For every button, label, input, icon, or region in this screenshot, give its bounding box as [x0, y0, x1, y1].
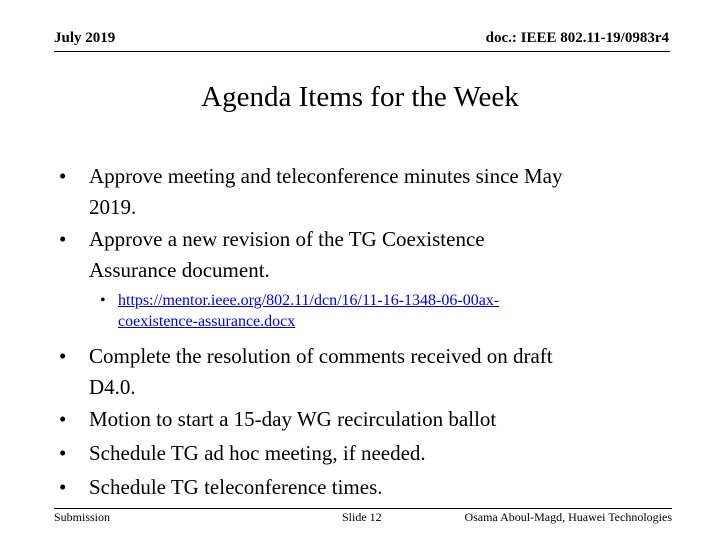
- bullet-text-line: Complete the resolution of comments received on draft: [89, 344, 553, 368]
- header-divider: [54, 51, 670, 52]
- bullet-text-line: Approve meeting and teleconference minutes since May: [89, 164, 563, 188]
- bullet-text-line: Motion to start a 15-day WG recirculation ballot: [89, 407, 497, 431]
- bullet-approve-minutes: [58, 161, 678, 223]
- header-date: July 2019: [54, 30, 116, 46]
- bullet-schedule-teleconference: [58, 472, 678, 503]
- bullet-marker: •: [59, 441, 67, 465]
- link-text-line[interactable]: coexistence-assurance.docx: [118, 313, 296, 330]
- bullet-marker: •: [59, 164, 67, 188]
- bullet-marker: •: [59, 227, 67, 251]
- bullet-marker: •: [59, 344, 67, 368]
- bullet-approve-revision: [58, 224, 678, 286]
- sub-bullet-marker: •: [100, 292, 106, 309]
- sub-bullet-link-item: [100, 290, 620, 332]
- bullet-motion-recirculation: [58, 404, 678, 435]
- link-text-line[interactable]: https://mentor.ieee.org/802.11/dcn/16/11-16-1348-06-00ax-: [118, 292, 500, 309]
- footer-divider: [54, 508, 672, 509]
- bullet-marker: •: [59, 475, 67, 499]
- bullet-text-line: D4.0.: [89, 375, 136, 399]
- bullet-text-line: Schedule TG teleconference times.: [89, 475, 383, 499]
- footer-submission: Submission: [54, 510, 111, 524]
- bullet-text-line: Schedule TG ad hoc meeting, if needed.: [89, 441, 426, 465]
- coexistence-assurance-link[interactable]: [118, 292, 499, 330]
- bullet-text-line: 2019.: [89, 195, 137, 219]
- slide-title: Agenda Items for the Week: [201, 81, 519, 113]
- bullet-complete-resolution: [58, 341, 678, 403]
- bullet-text-line: Approve a new revision of the TG Coexistence: [89, 227, 485, 251]
- bullet-text-line: Assurance document.: [89, 258, 270, 282]
- bullet-marker: •: [59, 407, 67, 431]
- header-doc-id: doc.: IEEE 802.11-19/0983r4: [485, 30, 669, 46]
- bullet-schedule-adhoc: [58, 438, 678, 469]
- footer-author: Osama Aboul-Magd, Huawei Technologies: [464, 510, 672, 524]
- footer-slide-number: Slide 12: [342, 510, 382, 524]
